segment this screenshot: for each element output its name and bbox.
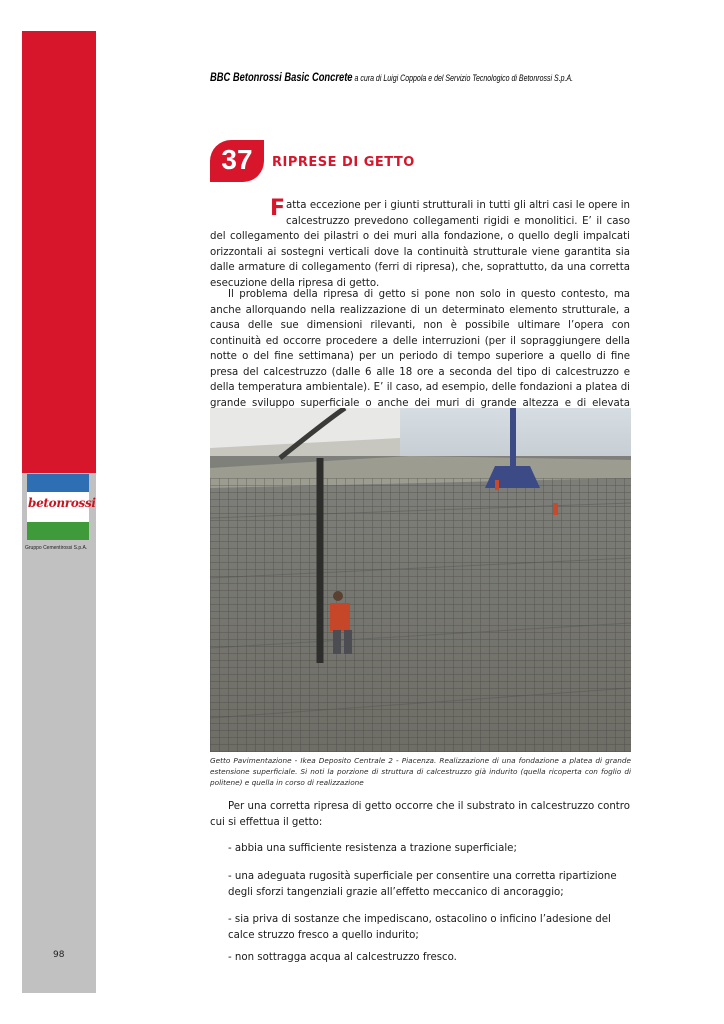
chapter-title: RIPRESE DI GETTO — [272, 155, 415, 170]
chapter-number-badge — [210, 140, 264, 182]
header-brand: BBC Betonrossi Basic Concrete — [210, 70, 353, 84]
drop-cap: F — [270, 196, 286, 221]
logo-wordmark: betonrossi — [28, 496, 96, 510]
body-paragraph-3: Per una corretta ripresa di getto occorre che il substrato in calcestruzzo contro cui si effettua il getto: — [210, 801, 630, 828]
logo-caption: Gruppo Cementirossi S.p.A. — [25, 545, 88, 551]
header-subtitle: a cura di Luigi Coppola e del Servizio Tecnologico di Betonrossi S.p.A. — [352, 73, 574, 83]
chapter-number: 37 — [221, 144, 253, 175]
body-paragraph-2: Il problema della ripresa di getto si pone non solo in questo contesto, ma anche allorquando nella realizzazione di un determinato elemento strutturale, a causa delle sue dimensioni rilevanti, non è possibile ultimare l’opera con continuità ed occorre procedere a delle interruzioni (per il sopraggiungere della notte o del fine settimana) per un periodo di tempo superiore a quello di fine presa del calcestruzzo (dalle 6 alle 18 ore a seconda del tipo di calcestruzzo e della temperatura ambientale). E’ il caso, ad esempio, delle fondazioni a platea di grande sviluppo superficiale o anche dei muri di grande altezza e di elevata — [210, 289, 630, 409]
requirement-item: - una adeguata rugosità superficiale per consentire una corretta ripartizione degli sforzi tangenziali grazie all’effetto meccanico di ancoraggio; — [228, 871, 617, 898]
intro-paragraph — [210, 198, 630, 291]
page-number: 98 — [53, 950, 65, 960]
requirement-item: - non sottragga acqua al calcestruzzo fresco. — [228, 952, 457, 963]
page-header — [210, 68, 574, 86]
intro-paragraph-text: atta eccezione per i giunti strutturali in tutti gli altri casi le opere in calcestruzzo prevedono collegamenti rigidi e monolitici. E’ il caso del collegamento dei pilastri o dei muri alla fondazione, o quello degli impalcati orizzontali ai sostegni verticali dove la continuità strutturale viene garantita sia dalle armature di collegamento (ferri di ripresa), che, soprattutto, da una corretta esecuzione della ripresa di getto. — [210, 200, 630, 289]
photo-caption: Getto Pavimentazione - Ikea Deposito Centrale 2 - Piacenza. Realizzazione di una fondazione a platea di grande estensione superficiale. Si noti la porzione di struttura di calcestruzzo già indurito (quella ricoperta con foglio di politene) e quella in corso di realizzazione — [210, 756, 631, 787]
requirement-item: - abbia una sufficiente resistenza a trazione superficiale; — [228, 843, 517, 854]
sidebar-grey-band — [22, 473, 96, 993]
sidebar-red-band — [22, 31, 96, 473]
construction-site-photo — [210, 408, 631, 752]
requirement-item: - sia priva di sostanze che impediscano, ostacolino o inficino l’adesione del calce struzzo fresco a quello indurito; — [228, 914, 611, 941]
betonrossi-logo — [27, 474, 96, 540]
